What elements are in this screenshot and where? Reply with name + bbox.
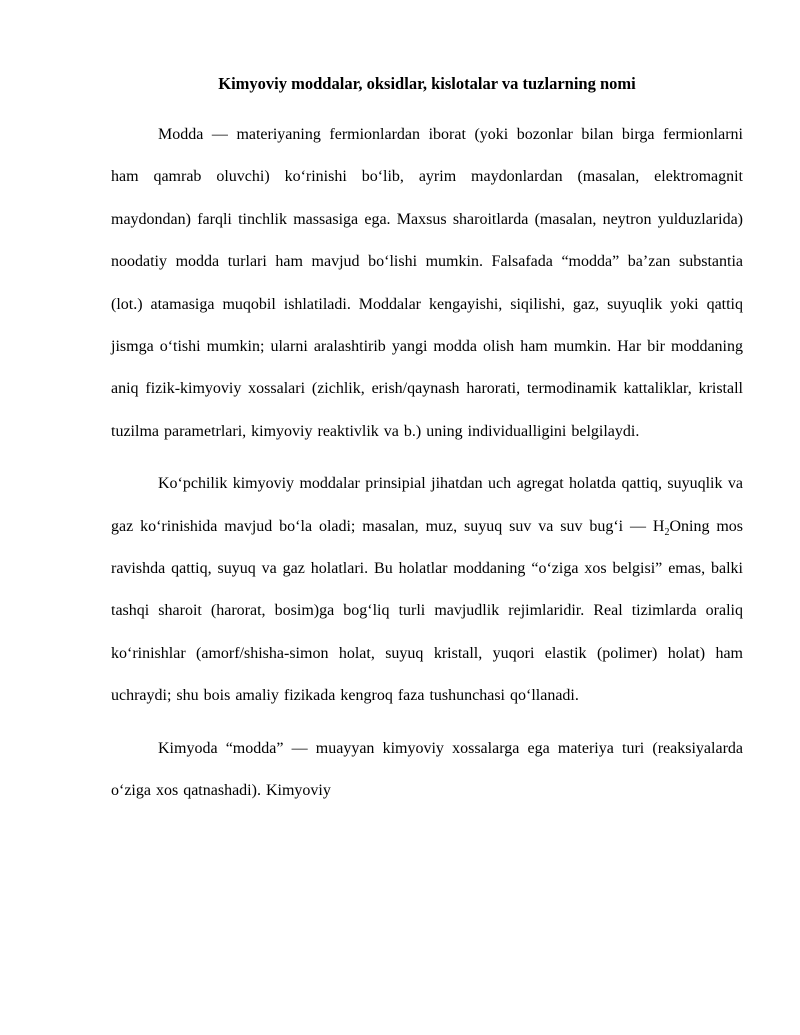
paragraph-2-text-end: Oning mos ravishda qattiq, suyuq va gaz holatlari. Bu holatlar moddaning “o‘ziga xos belgisi” emas, balki tashqi sharoit (harorat, bosim)ga bog‘liq turli mavjudlik rejimlaridir. Real tizimlarda oraliq ko‘rinishlar (amorf/shisha-simon holat, suyuq kristall, yuqori elastik (polimer) holat) ham uchraydi; shu bois amaliy fizikada kengroq faza tushunchasi qo‘llanadi. xyxy=(111,517,744,705)
paragraph-2-text-start: Ko‘pchilik kimyoviy moddalar prinsipial jihatdan uch agregat holatda qattiq, suyuqlik va gaz ko‘rinishida mavjud bo‘la oladi; masalan, muz, suyuq suv va suv bug‘i — H xyxy=(111,475,743,535)
paragraph-modda-definition: Modda — materiyaning fermionlardan iborat (yoki bozonlar bilan birga fermionlarni ham qamrab oluvchi) ko‘rinishi bo‘lib, ayrim maydonlardan (masalan, elektromagnit maydondan) farqli tinchlik massasiga ega. Maxsus sharoitlarda (masalan, neytron yulduzlarida) noodatiy modda turlari ham mavjud bo‘lishi mumkin. Falsafada “modda” ba’zan substantia (lot.) atamasiga muqobil ishlatiladi. Moddalar kengayishi, siqilishi, gaz, suyuqlik yoki qattiq jismga o‘tishi mumkin; ularni aralashtirib yangi modda olish ham mumkin. Har bir moddaning aniq fizik-kimyoviy xossalari (zichlik, erish/qaynash harorati, termodinamik kattaliklar, kristall tuzilma parametrlari, kimyoviy reaktivlik va b.) uning individualligini belgilaydi. xyxy=(111,126,743,440)
document-title: Kimyoviy moddalar, oksidlar, kislotalar va tuzlarning nomi xyxy=(218,74,636,93)
paragraph-chemistry-modda: Kimyoda “modda” — muayyan kimyoviy xossalarga ega materiya turi (reaksiyalarda o‘ziga xos qatnashadi). Kimyoviy xyxy=(111,739,743,800)
paragraph-aggregate-states xyxy=(111,463,743,717)
formula-subscript: 2 xyxy=(664,526,670,538)
document-page xyxy=(111,70,743,823)
